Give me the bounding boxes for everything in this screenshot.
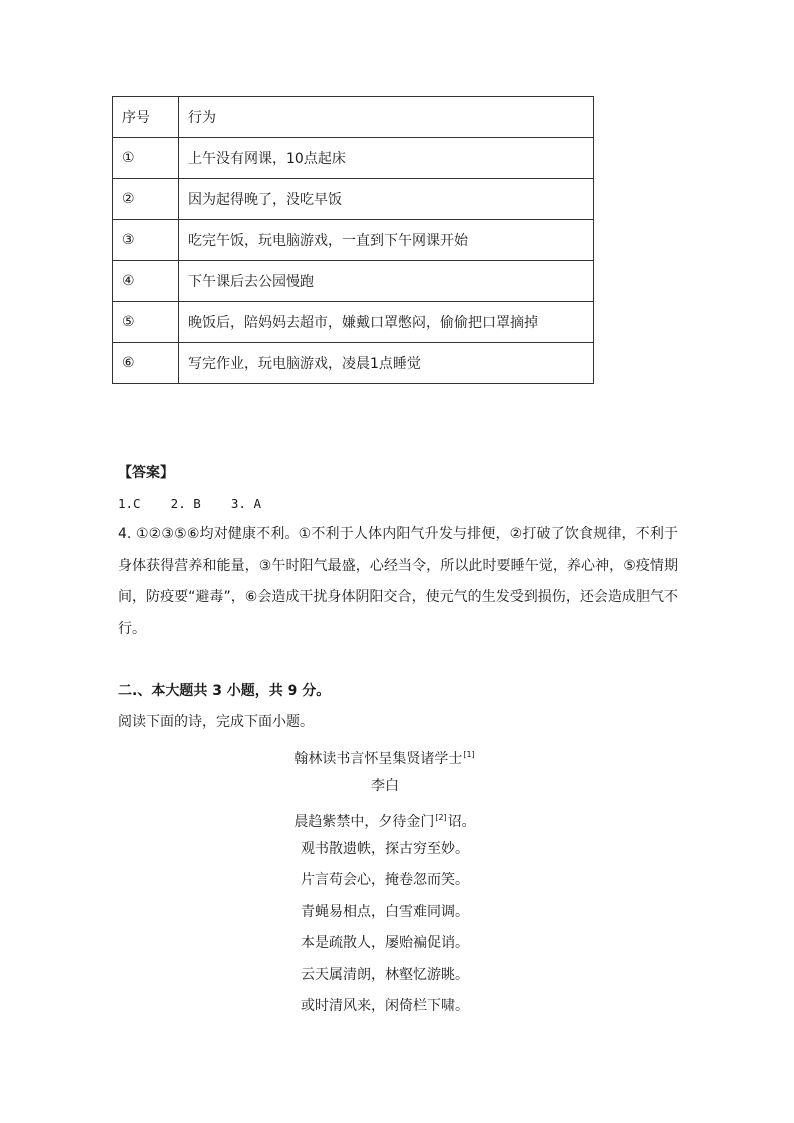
header-serial: 序号 [113,97,179,138]
row-behavior: 上午没有网课，10点起床 [179,138,594,179]
poem [200,739,570,1023]
table-row [113,343,594,384]
footnote-marker: [1] [463,750,475,759]
table-row [113,138,594,179]
table-row [113,220,594,261]
poem-line: 青蝇易相点，白雪难同调。 [301,903,469,920]
row-serial: ① [113,138,179,179]
footnote-marker: [2] [435,813,447,822]
row-serial: ⑤ [113,302,179,343]
header-behavior: 行为 [179,97,594,138]
row-behavior: 晚饭后，陪妈妈去超市，嫌戴口罩憋闷，偷偷把口罩摘掉 [179,302,594,343]
row-behavior: 下午课后去公园慢跑 [179,261,594,302]
poem-title [200,739,570,771]
behavior-table [112,96,594,384]
poem-line: 云天属清朗，林壑忆游眺。 [301,966,469,983]
poem-line: 观书散遗帙，探古穷至妙。 [301,840,469,857]
poem-author: 李白 [371,777,399,794]
row-serial: ② [113,179,179,220]
table-row [113,261,594,302]
row-serial: ③ [113,220,179,261]
row-behavior: 因为起得晚了，没吃早饭 [179,179,594,220]
poem-line: 或时清风来，闲倚栏下啸。 [301,998,469,1014]
poem-line [200,802,570,834]
row-behavior: 吃完午饭，玩电脑游戏，一直到下午网课开始 [179,220,594,261]
poem-title-text: 翰林读书言怀呈集贤诸学士 [294,751,463,767]
poem-line-text: 晨趋紫禁中，夕待金门 [294,814,435,830]
table-row [113,302,594,343]
answer-heading: 【答案】 [118,465,174,481]
poem-line: 本是疏散人，屡贻褊促诮。 [301,935,469,951]
table-header-row [113,97,594,138]
poem-line: 片言苟会心，掩卷忽而笑。 [301,872,469,888]
row-serial: ④ [113,261,179,302]
row-behavior: 写完作业，玩电脑游戏，凌晨1点睡觉 [179,343,594,384]
table-row [113,179,594,220]
reading-instruction: 阅读下面的诗，完成下面小题。 [118,714,314,730]
poem-line-text: 诏。 [447,814,476,830]
section-heading: 二.、本大题共 3 小题，共 9 分。 [118,683,331,699]
answer-multiple-choice: 1.C 2. B 3. A [118,496,261,511]
row-serial: ⑥ [113,343,179,384]
answer-question-4: 4. ①②③⑤⑥均对健康不利。①不利于人体内阳气升发与排便，②打破了饮食规律，不利于身体获得营养和能量，③午时阳气最盛，心经当令，所以此时要睡午觉，养心神，⑤疫情期间，防疫要“避毒”，⑥会造成干扰身体阴阳交合，使元气的生发受到损伤，还会造成胆气不行。 [118,526,678,637]
